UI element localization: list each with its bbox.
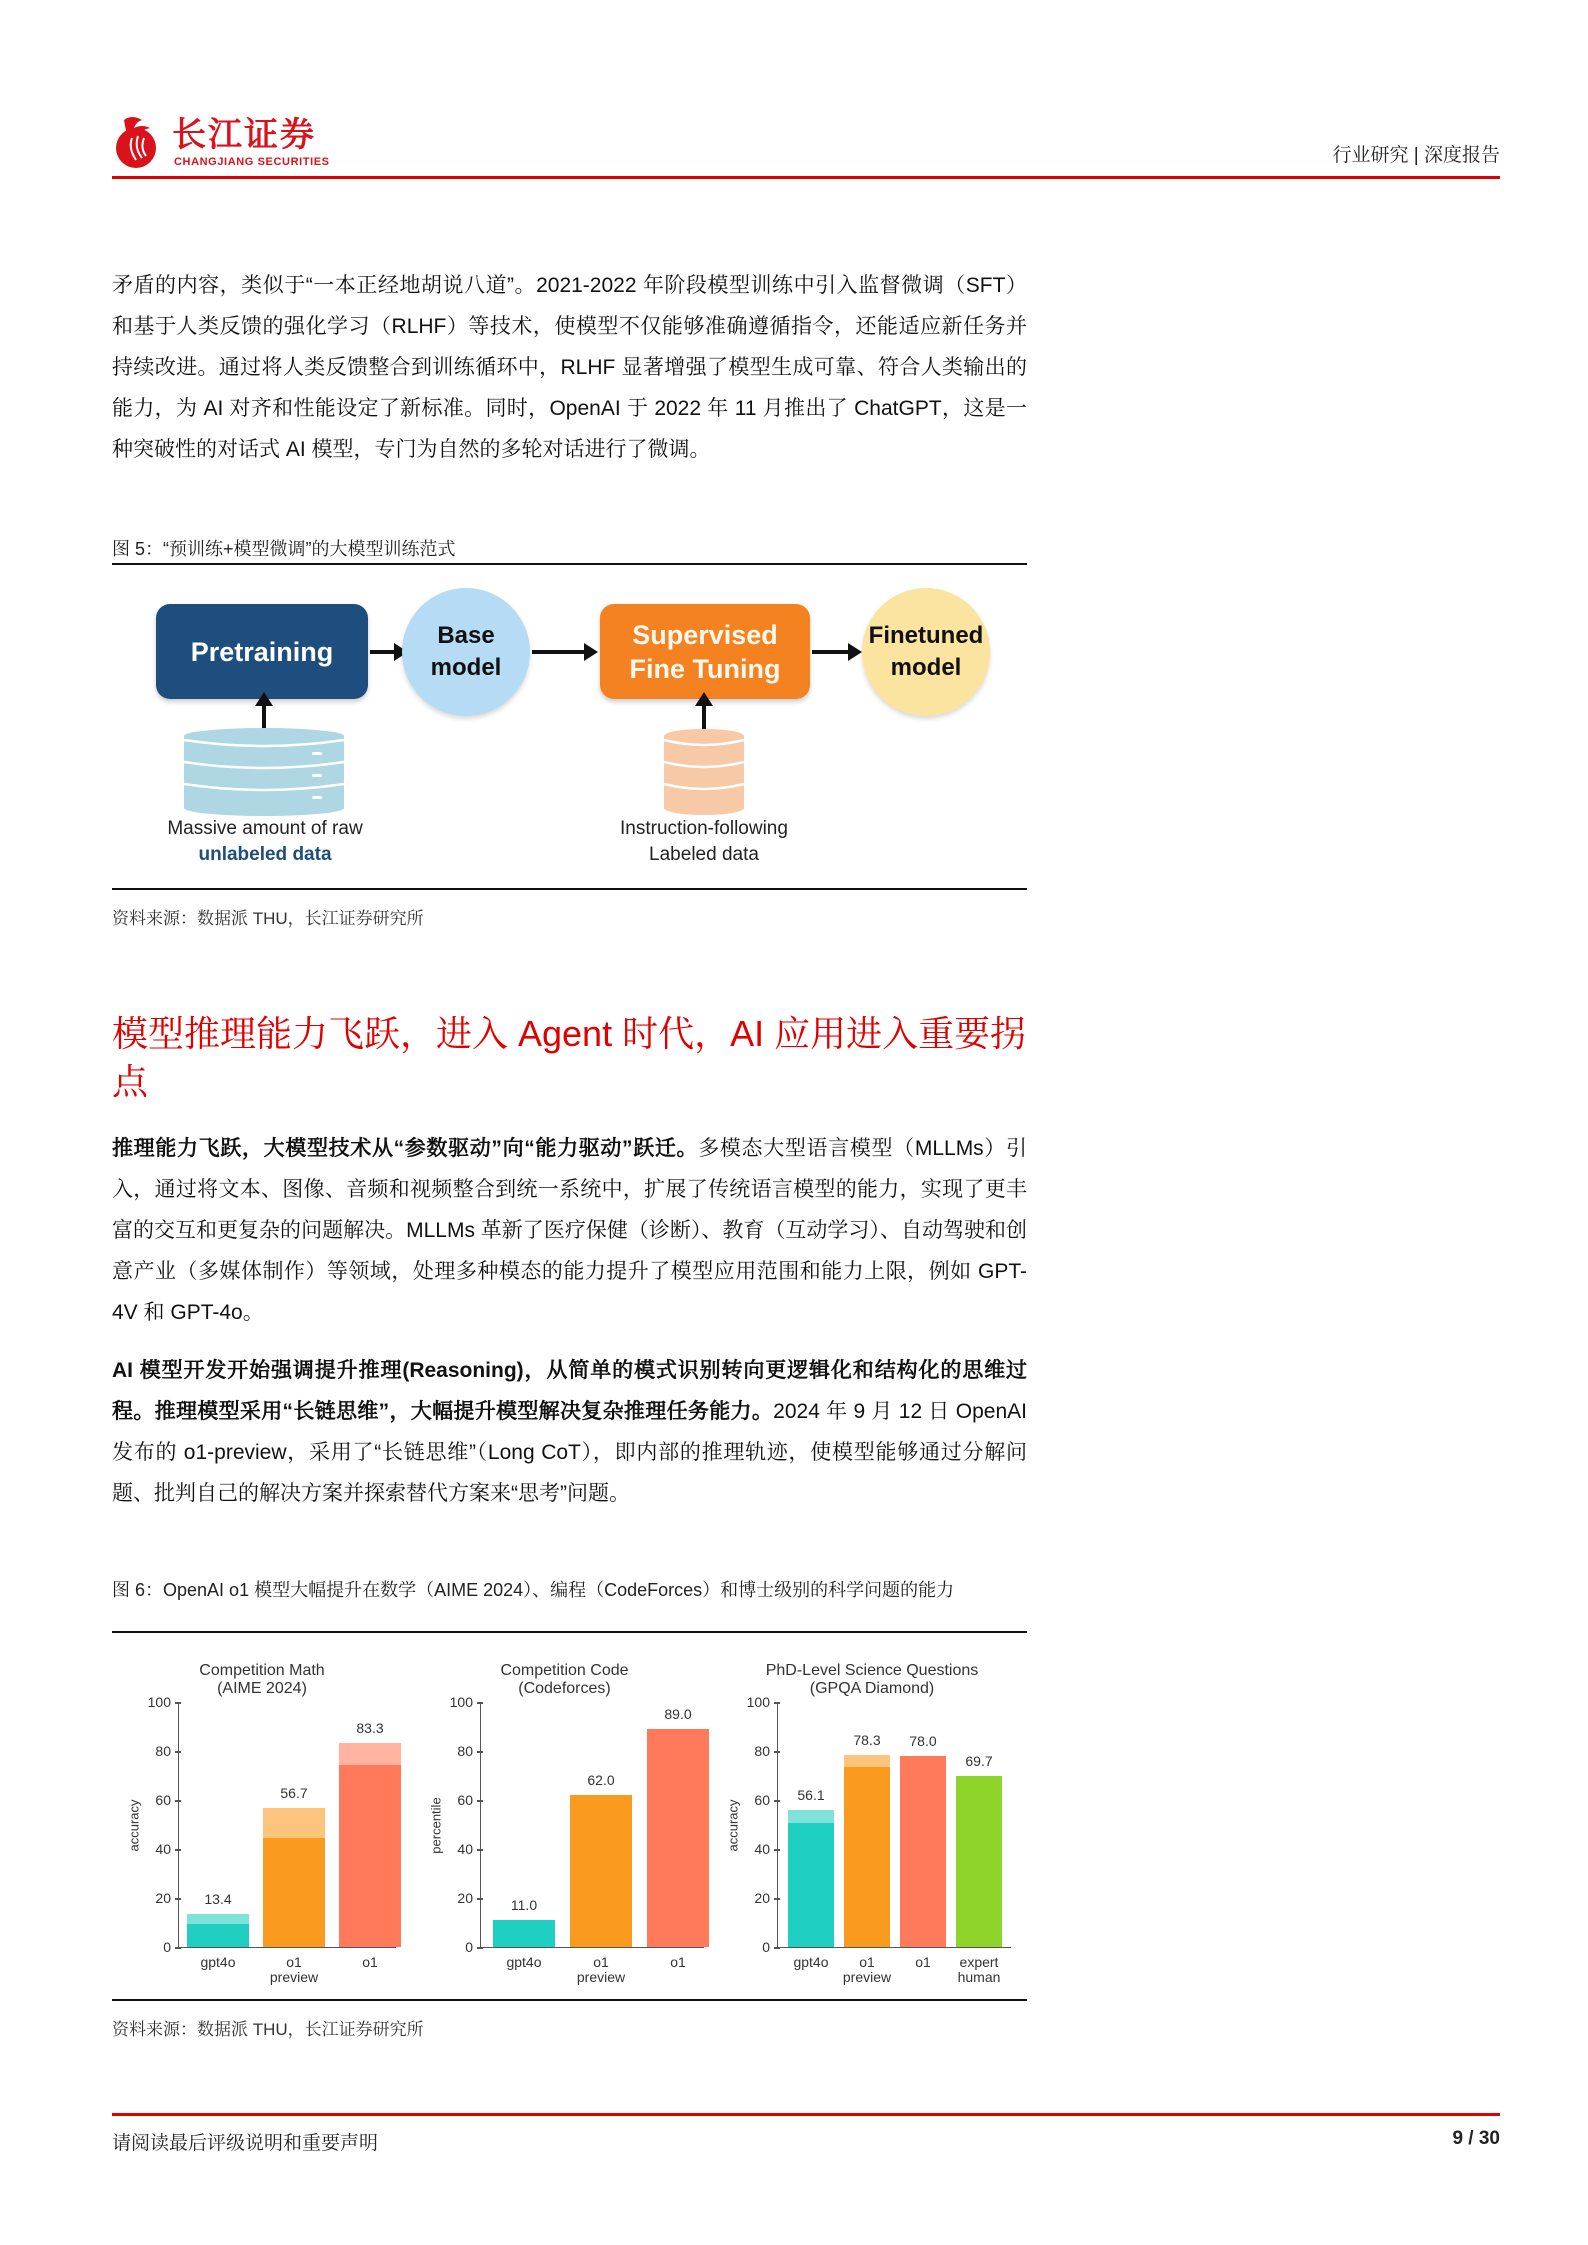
y-tick-label: 100 — [742, 1694, 770, 1710]
training-paradigm-diagram — [112, 580, 1027, 880]
y-tick-label: 60 — [143, 1792, 171, 1808]
y-tick-label: 100 — [445, 1694, 473, 1710]
bar-value-label: 62.0 — [587, 1772, 615, 1789]
bar-value-label: 13.4 — [204, 1891, 232, 1908]
bar — [187, 1914, 249, 1947]
bar-value-label: 78.3 — [853, 1732, 881, 1749]
x-tick-label: gpt4o — [200, 1954, 236, 1970]
header-divider — [112, 176, 1500, 179]
logo-english-name: CHANGJIANG SECURITIES — [174, 156, 330, 168]
arrow-up-icon — [262, 702, 266, 730]
plot-area — [428, 1694, 704, 1985]
reasoning-leap-paragraph — [112, 1128, 1027, 1333]
bar — [647, 1729, 709, 1947]
y-tick-label: 60 — [445, 1792, 473, 1808]
figure5-source: 资料来源：数据派 THU，长江证券研究所 — [112, 909, 424, 928]
y-tick-label: 60 — [742, 1792, 770, 1808]
pretraining-box: Pretraining — [156, 604, 368, 699]
figure6-source: 资料来源：数据派 THU，长江证券研究所 — [112, 2020, 424, 2039]
figure6-caption: 图 6：OpenAI o1 模型大幅提升在数学（AIME 2024）、编程（CodeForces）和博士级别的科学问题的能力 — [112, 1580, 955, 1600]
y-tick-label: 40 — [143, 1841, 171, 1857]
intro-paragraph: 矛盾的内容，类似于“一本正经地胡说八道”。2021-2022 年阶段模型训练中引入监督微调（SFT）和基于人类反馈的强化学习（RLHF）等技术，使模型不仅能够准确遵循指令，还能适应新任务并持续改进。通过将人类反馈整合到训练循环中，RLHF 显著增强了模型生成可靠、符合人类输出的能力，为 AI 对齐和性能设定了新标准。同时，OpenAI 于 2022 年 11 月推出了 ChatGPT，这是一种突破性的对话式 AI 模型，专门为自然的多轮对话进行了微调。 — [112, 274, 1027, 461]
company-logo — [112, 112, 342, 172]
bar-consensus-segment — [187, 1914, 249, 1924]
unlabeled-data-label: Massive amount of raw unlabeled data — [167, 818, 363, 865]
y-tick-label: 20 — [445, 1890, 473, 1906]
y-tick-label: 0 — [445, 1939, 473, 1955]
footer-divider — [112, 2113, 1500, 2116]
sft-box — [600, 604, 810, 699]
database-icon — [184, 728, 344, 816]
x-tick-label: gpt4o — [506, 1954, 542, 1970]
database-icon — [664, 728, 744, 816]
bar-value-label: 89.0 — [664, 1705, 692, 1722]
paragraph-body: 2024 年 9 月 12 日 OpenAI 发布的 o1-preview，采用了“长链思维”（Long CoT），即内部的推理轨迹，使模型能够通过分解问题、批判自己的解决方案并探索替代方案来“思考”问题。 — [112, 1400, 1027, 1505]
bar-consensus-segment — [339, 1743, 401, 1765]
chart-title: PhD-Level Science Questions (GPQA Diamond) — [765, 1662, 979, 1697]
bar-consensus-segment — [263, 1808, 325, 1838]
logo-chinese-name: 长江证券 — [172, 115, 316, 155]
arrow-right-icon — [370, 650, 398, 654]
y-tick-label: 20 — [742, 1890, 770, 1906]
figure5-bottom-rule — [112, 888, 1027, 890]
bar-value-label: 83.3 — [356, 1719, 384, 1736]
arrow-right-icon — [532, 650, 588, 654]
bar-consensus-segment — [844, 1755, 890, 1767]
y-axis-label: accuracy — [725, 1798, 741, 1852]
bar — [956, 1776, 1002, 1947]
plot-area — [126, 1694, 396, 1985]
y-tick-label: 0 — [143, 1939, 171, 1955]
base-model-circle — [402, 588, 530, 716]
y-tick-label: 0 — [742, 1939, 770, 1955]
arrow-up-icon — [702, 702, 706, 730]
bar — [493, 1920, 555, 1947]
bar — [570, 1795, 632, 1947]
o1-benchmark-charts — [112, 1650, 1027, 1990]
paragraph-lead: AI 模型开发开始强调提升推理(Reasoning)，从简单的模式识别转向更逻辑化和结构化的思维过程。推理模型采用“长链思维”，大幅提升模型解决复杂推理任务能力。 — [112, 1359, 1027, 1423]
base-model-label-2: model — [430, 654, 502, 681]
paragraph-body: 多模态大型语言模型（MLLMs）引入，通过将文本、图像、音频和视频整合到统一系统中，扩展了传统语言模型的能力，实现了更丰富的交互和更复杂的问题解决。MLLMs 革新了医疗保健（诊断）、教育（互动学习）、自动驾驶和创意产业（多媒体制作）等领域，处理多种模态的能力提升了模型应用范围和能力上限，例如 GPT-4V 和 GPT-4o。 — [112, 1137, 1028, 1324]
figure6-top-rule — [112, 1631, 1027, 1633]
sft-label-1: Supervised — [632, 619, 778, 650]
paragraph-lead: 推理能力飞跃，大模型技术从“参数驱动”向“能力驱动”跃迁。 — [112, 1137, 699, 1160]
y-tick-label: 40 — [445, 1841, 473, 1857]
y-tick-label: 80 — [143, 1743, 171, 1759]
y-tick-label: 80 — [742, 1743, 770, 1759]
bar-value-label: 78.0 — [909, 1732, 937, 1749]
finetuned-label-1: Finetuned — [868, 622, 984, 649]
bar — [339, 1743, 401, 1947]
footer-disclaimer: 请阅读最后评级说明和重要声明 — [112, 2133, 379, 2154]
y-tick-label: 20 — [143, 1890, 171, 1906]
x-tick-label: o1 — [362, 1954, 378, 1970]
sft-label-2: Fine Tuning — [629, 653, 781, 684]
chart-title: Competition Math (AIME 2024) — [199, 1662, 325, 1697]
x-tick-label: o1 preview — [842, 1954, 892, 1985]
figure5-top-rule — [112, 563, 1027, 565]
plot-area — [725, 1694, 1011, 1985]
x-tick-label: expert human — [957, 1954, 1001, 1985]
bar-value-label: 69.7 — [965, 1753, 993, 1770]
reasoning-model-paragraph — [112, 1350, 1027, 1514]
y-axis-label: accuracy — [126, 1798, 142, 1852]
bar — [900, 1756, 946, 1947]
bar-value-label: 56.7 — [280, 1785, 308, 1802]
labeled-data-label: Instruction-following Labeled data — [620, 818, 788, 865]
finetuned-label-2: model — [890, 654, 962, 681]
bar — [788, 1810, 834, 1947]
figure6-bottom-rule — [112, 1999, 1027, 2001]
y-tick-label: 100 — [143, 1694, 171, 1710]
arrow-right-icon — [812, 650, 852, 654]
flame-logo-icon — [112, 112, 162, 170]
bar-chart — [717, 1650, 1027, 1990]
figure5-caption: 图 5：“预训练+模型微调”的大模型训练范式 — [112, 539, 456, 559]
bar-chart — [412, 1650, 717, 1990]
chart-title: Competition Code (Codeforces) — [500, 1662, 629, 1697]
bar-chart — [112, 1650, 412, 1990]
finetuned-model-circle — [862, 588, 990, 716]
page-number: 9 / 30 — [1452, 2128, 1500, 2149]
y-tick-label: 80 — [445, 1743, 473, 1759]
bar — [844, 1755, 890, 1947]
y-tick-label: 40 — [742, 1841, 770, 1857]
y-axis-label: percentile — [428, 1796, 444, 1854]
section-heading: 模型推理能力飞跃，进入 Agent 时代，AI 应用进入重要拐点 — [112, 1013, 1027, 1102]
x-tick-label: gpt4o — [793, 1954, 829, 1970]
bar — [263, 1808, 325, 1947]
x-tick-label: o1 — [670, 1954, 686, 1970]
x-tick-label: o1 preview — [576, 1954, 626, 1985]
bar-value-label: 11.0 — [510, 1897, 538, 1914]
x-tick-label: o1 preview — [269, 1954, 319, 1985]
base-model-label-1: Base — [437, 622, 495, 649]
bar-consensus-segment — [788, 1810, 834, 1823]
bar-value-label: 56.1 — [797, 1786, 825, 1803]
x-tick-label: o1 — [915, 1954, 931, 1970]
report-type-tag: 行业研究 | 深度报告 — [1332, 145, 1500, 166]
